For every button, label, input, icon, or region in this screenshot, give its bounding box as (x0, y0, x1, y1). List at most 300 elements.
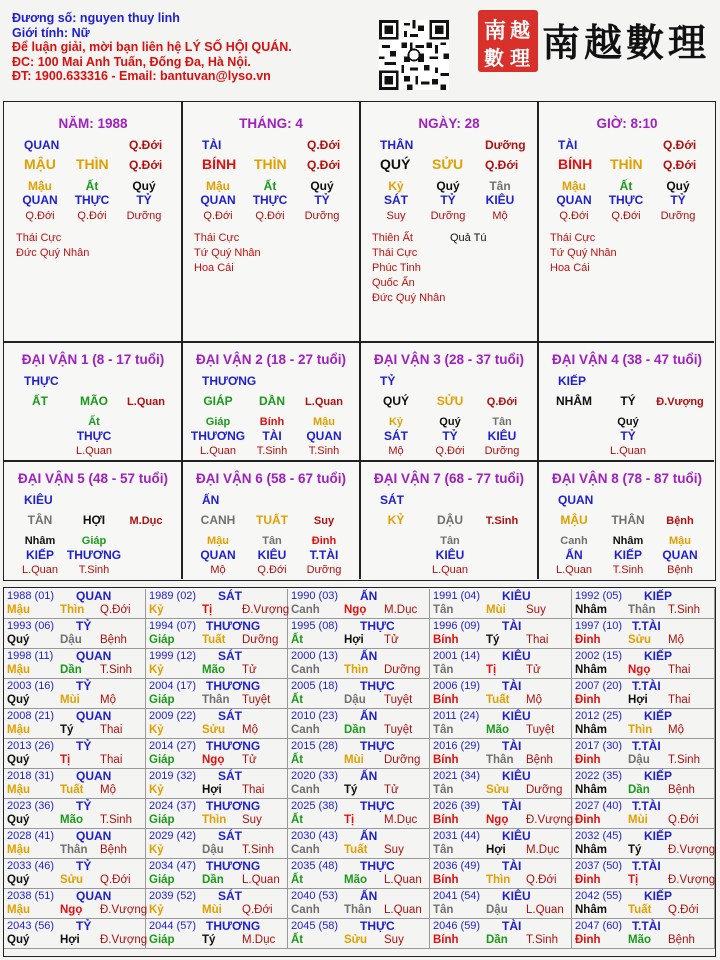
year-chi: Thìn (486, 874, 511, 886)
pillar-top-god: QUAN (24, 138, 60, 152)
year-can: Kỷ (149, 844, 164, 856)
year-chi: Mão (628, 934, 651, 946)
year-chi: Tý (60, 724, 74, 736)
year-label: 1990 (03) (291, 590, 339, 602)
year-stage: Tuyệt (384, 724, 413, 736)
year-can: Mậu (7, 664, 30, 676)
year-stage: L.Quan (242, 874, 280, 886)
year-label: 2016 (29) (433, 740, 481, 752)
year-stage: Q.Đới (668, 814, 699, 826)
year-god: TÀI (502, 739, 522, 753)
year-can: Bính (433, 814, 459, 826)
hidden-stem: Quý (666, 179, 690, 193)
pillar-4 (538, 102, 716, 341)
year-cell (146, 679, 288, 709)
dai-van-title: ĐẠI VẬN 4 (38 - 47 tuổi) (551, 352, 703, 367)
dai-van-stage: M.Dục (129, 515, 163, 527)
hidden-stem: Canh (560, 535, 588, 547)
year-god: QUAN (76, 709, 112, 723)
year-cell (4, 769, 146, 799)
year-can: Mậu (7, 724, 30, 736)
year-cell (430, 799, 572, 829)
year-cell (430, 889, 572, 919)
year-god: ẤN (360, 649, 378, 663)
year-cell (430, 919, 572, 949)
year-label: 2024 (37) (149, 800, 197, 812)
year-chi: Tý (486, 634, 500, 646)
hidden-stage: Q.Đới (203, 210, 233, 222)
year-can: Đinh (575, 934, 601, 946)
year-chi: Tị (628, 874, 639, 886)
logo-text: 南越數理 (542, 20, 711, 65)
hidden-god: QUAN (200, 193, 236, 207)
hidden-stage: Q.Đới (77, 210, 107, 222)
year-stage: Đ.Vượng (668, 874, 716, 886)
year-stage: M.Dục (384, 604, 418, 616)
year-cell (572, 919, 715, 949)
hidden-stem: Tân (262, 535, 282, 547)
dai-van-chi: SỬU (436, 394, 464, 408)
year-stage: Tuyệt (242, 694, 271, 706)
year-stage: Tử (384, 634, 399, 646)
dai-van-can: QUÝ (382, 394, 410, 408)
year-god: ẤN (360, 829, 378, 843)
year-god: THỰC (360, 739, 395, 753)
hidden-stem: Kỷ (388, 416, 404, 428)
year-label: 1997 (10) (575, 620, 623, 632)
year-god: SÁT (218, 649, 242, 663)
pillar-title: NĂM: 1988 (58, 116, 128, 131)
hidden-stage: Q.Đới (559, 210, 589, 222)
year-cell (572, 829, 715, 859)
hidden-stage: Suy (386, 210, 406, 222)
hidden-stem: Nhâm (24, 535, 56, 547)
year-label: 2027 (40) (575, 800, 623, 812)
year-can: Đinh (575, 754, 601, 766)
hidden-god: QUAN (22, 193, 58, 207)
dai-van-stage: T.Sinh (485, 515, 519, 527)
year-chi: Thìn (628, 724, 653, 736)
year-stage: Tử (242, 664, 257, 676)
dai-van-title: ĐẠI VẬN 8 (78 - 87 tuổi) (551, 471, 703, 486)
year-cell (430, 829, 572, 859)
year-can: Canh (291, 784, 320, 796)
year-can: Đinh (575, 694, 601, 706)
hidden-god: SÁT (384, 193, 408, 207)
dai-van-god: KIẾP (558, 374, 587, 388)
year-god: TÀI (502, 919, 522, 933)
year-can: Nhâm (575, 604, 607, 616)
year-chi: Dần (628, 784, 650, 796)
dai-van-chi: TÝ (620, 394, 636, 408)
year-stage: Q.Đới (100, 604, 131, 616)
year-stage: Suy (242, 814, 262, 826)
dai-van-title: ĐẠI VẬN 7 (68 - 77 tuổi) (373, 471, 525, 486)
dai-van-god: SÁT (380, 493, 404, 507)
dai-van-stage: Đ.Vượng (656, 396, 704, 408)
year-god: TỶ (76, 919, 92, 933)
year-chi: Hợi (202, 784, 222, 796)
year-label: 2025 (38) (291, 800, 339, 812)
year-god: THỰC (360, 619, 395, 633)
year-cell (430, 709, 572, 739)
year-chi: Dần (344, 724, 366, 736)
year-chi: Hợi (344, 634, 364, 646)
year-label: 2028 (41) (7, 830, 55, 842)
year-can: Mậu (7, 604, 30, 616)
year-can: Canh (291, 664, 320, 676)
hidden-stem: Quý (132, 179, 156, 193)
year-label: 2006 (19) (433, 680, 481, 692)
year-label: 2037 (50) (575, 860, 623, 872)
year-can: Tân (433, 844, 454, 856)
year-can: Nhâm (575, 784, 607, 796)
year-chi: Thân (344, 904, 372, 916)
year-chi: Tị (202, 604, 213, 616)
year-can: Giáp (149, 754, 175, 766)
year-god: QUAN (76, 889, 112, 903)
pillar-chi-stage: Q.Đới (663, 158, 697, 172)
year-label: 2029 (42) (149, 830, 197, 842)
year-stage: Suy (384, 844, 404, 856)
year-can: Ất (291, 814, 304, 826)
year-can: Ất (291, 634, 304, 646)
hidden-stem: Mậu (207, 535, 229, 547)
year-stage: Q.Đới (526, 874, 557, 886)
year-god: THƯƠNG (206, 799, 261, 813)
year-label: 1991 (04) (433, 590, 481, 602)
year-label: 2001 (14) (433, 650, 481, 662)
year-can: Mậu (7, 844, 30, 856)
year-god: THƯƠNG (206, 919, 261, 933)
dai-van-stage: Suy (313, 515, 335, 527)
hidden-stage: L.Quan (609, 445, 647, 457)
hidden-god: KIÊU (487, 429, 517, 443)
year-stage: Đ.Vượng (668, 844, 716, 856)
year-stage: Đ.Vượng (100, 934, 148, 946)
year-chi: Sửu (486, 784, 510, 796)
year-god: KIÊU (502, 769, 531, 783)
hidden-stem: Tân (440, 535, 460, 547)
year-cell (146, 589, 288, 619)
year-chi: Thân (628, 604, 656, 616)
year-chi: Dần (60, 664, 82, 676)
year-cell (288, 709, 430, 739)
year-label: 2035 (48) (291, 860, 339, 872)
year-cell (288, 859, 430, 889)
year-stage: Mộ (668, 724, 684, 736)
year-cell (572, 619, 715, 649)
dai-van-title: ĐẠI VẬN 5 (48 - 57 tuổi) (17, 471, 169, 486)
pillar-chi: THÌN (76, 156, 109, 172)
pillar-title: GIỜ: 8:10 (596, 116, 658, 131)
year-cell (430, 649, 572, 679)
year-cell (430, 739, 572, 769)
year-can: Tân (433, 904, 454, 916)
year-god: THƯƠNG (206, 859, 261, 873)
hidden-god: TỶ (620, 429, 636, 443)
year-god: ẤN (360, 589, 378, 603)
hidden-god: TỶ (670, 193, 686, 207)
year-cell (146, 829, 288, 859)
hidden-god: KIÊU (435, 548, 465, 562)
year-label: 2005 (18) (291, 680, 339, 692)
year-chi: Mão (344, 874, 367, 886)
year-cell (288, 739, 430, 769)
year-can: Giáp (149, 934, 175, 946)
year-cell (146, 739, 288, 769)
year-god: TỶ (76, 679, 92, 693)
year-stage: Suy (526, 604, 546, 616)
hidden-stage: T.Sinh (308, 445, 340, 457)
dai-van-7 (360, 461, 538, 579)
hidden-stage: Dưỡng (306, 564, 342, 576)
year-god: T.TÀI (632, 919, 661, 933)
year-stage: Tuyệt (526, 724, 555, 736)
year-chi: Hợi (628, 694, 648, 706)
year-can: Tân (433, 604, 454, 616)
year-chi: Thân (60, 844, 88, 856)
year-stage: Tử (242, 754, 257, 766)
hidden-stem: Mậu (28, 179, 52, 193)
hidden-stage: Dưỡng (304, 210, 340, 222)
pillar-chi-stage: Q.Đới (485, 158, 519, 172)
year-stage: L.Quan (384, 874, 422, 886)
year-god: THỰC (360, 859, 395, 873)
year-stage: Tử (384, 784, 399, 796)
year-can: Ất (291, 694, 304, 706)
dai-van-can: GIÁP (203, 394, 233, 408)
year-chi: Mùi (344, 754, 364, 766)
year-god: KIÊU (502, 889, 531, 903)
dai-van-chi: MÃO (80, 394, 108, 408)
year-label: 2040 (53) (291, 890, 339, 902)
hidden-stem: Kỷ (388, 179, 404, 193)
year-god: THỰC (360, 679, 395, 693)
dai-van-god: THƯƠNG (202, 374, 257, 388)
star-item: Đức Quý Nhân (372, 292, 446, 304)
year-chi: Mùi (486, 604, 506, 616)
hidden-stage: Q.Đới (435, 445, 465, 457)
year-god: KIẾP (644, 889, 673, 903)
year-cell (430, 619, 572, 649)
year-label: 2039 (52) (149, 890, 197, 902)
hidden-god: THƯƠNG (66, 548, 122, 562)
dai-van-1 (4, 342, 182, 460)
year-stage: T.Sinh (242, 844, 274, 856)
year-can: Kỷ (149, 904, 164, 916)
star-item: Quốc Ấn (372, 277, 415, 289)
year-stage: T.Sinh (526, 934, 558, 946)
dai-van-stage: Q.Đới (486, 396, 518, 408)
hidden-god: KIÊU (257, 548, 287, 562)
year-cell (146, 859, 288, 889)
annual-luck-table (3, 587, 716, 957)
hidden-stage: Mộ (492, 210, 508, 222)
year-can: Canh (291, 604, 320, 616)
year-label: 2045 (58) (291, 920, 339, 932)
year-label: 2030 (43) (291, 830, 339, 842)
hidden-god: QUAN (306, 429, 342, 443)
person-name: Đương số: nguyen thuy linh (12, 11, 180, 25)
pillar-chi: THÌN (254, 156, 287, 172)
year-cell (430, 769, 572, 799)
year-label: 2047 (60) (575, 920, 623, 932)
year-can: Ất (291, 874, 304, 886)
year-stage: Tuyệt (384, 694, 413, 706)
hidden-god: TỶ (314, 193, 330, 207)
contact-phone-email: ĐT: 1900.633316 - Email: bantuvan@lyso.vn (12, 69, 271, 83)
pillar-top-stage: Q.Đới (307, 138, 341, 152)
hidden-god: TÀI (262, 429, 282, 443)
year-label: 2007 (20) (575, 680, 623, 692)
year-chi: Dậu (628, 754, 650, 766)
dai-van-can: KỶ (387, 513, 405, 527)
year-cell (288, 619, 430, 649)
dai-van-god: ẤN (202, 493, 220, 507)
year-chi: Sửu (60, 874, 84, 886)
year-can: Giáp (149, 634, 175, 646)
year-stage: Q.Đới (668, 904, 699, 916)
hidden-god: QUAN (662, 548, 698, 562)
hidden-god: KIÊU (485, 193, 515, 207)
year-cell (288, 829, 430, 859)
dai-van-4 (538, 342, 716, 460)
year-label: 2022 (35) (575, 770, 623, 782)
hidden-god: THỰC (74, 193, 110, 207)
year-can: Bính (433, 754, 459, 766)
pillar-can: BÍNH (202, 156, 237, 172)
year-cell (4, 799, 146, 829)
year-chi: Dậu (202, 844, 224, 856)
year-stage: Đ.Vượng (100, 904, 148, 916)
hidden-god: SÁT (384, 429, 408, 443)
year-label: 2003 (16) (7, 680, 55, 692)
hidden-stage: Q.Đới (257, 564, 287, 576)
year-label: 2018 (31) (7, 770, 55, 782)
year-stage: Dưỡng (526, 784, 563, 796)
year-can: Mậu (7, 904, 30, 916)
dai-van-title: ĐẠI VẬN 2 (18 - 27 tuổi) (195, 352, 347, 367)
dai-van-title: ĐẠI VẬN 3 (28 - 37 tuổi) (373, 352, 525, 367)
year-can: Kỷ (149, 664, 164, 676)
dai-van-can: TÂN (27, 513, 53, 527)
year-can: Canh (291, 724, 320, 736)
year-chi: Tuất (486, 694, 510, 706)
year-cell (572, 739, 715, 769)
year-can: Bính (433, 874, 459, 886)
pillar-chi: SỬU (432, 156, 464, 172)
year-cell (4, 709, 146, 739)
year-stage: M.Dục (242, 934, 276, 946)
year-label: 2023 (36) (7, 800, 55, 812)
year-god: KIÊU (502, 709, 531, 723)
star-item: Phúc Tinh (372, 262, 421, 274)
hidden-stage: L.Quan (555, 564, 593, 576)
year-chi: Tuất (344, 844, 368, 856)
year-label: 1995 (08) (291, 620, 339, 632)
year-stage: T.Sinh (100, 664, 132, 676)
year-god: SÁT (218, 709, 242, 723)
year-can: Kỷ (149, 784, 164, 796)
hidden-god: KIẾP (613, 548, 643, 562)
year-can: Nhâm (575, 664, 607, 676)
year-stage: Dưỡng (242, 634, 279, 646)
year-cell (146, 619, 288, 649)
year-can: Nhâm (575, 844, 607, 856)
year-can: Kỷ (149, 724, 164, 736)
hidden-stem: Nhâm (612, 535, 644, 547)
year-god: THỰC (360, 799, 395, 813)
logo (478, 8, 710, 76)
year-label: 2000 (13) (291, 650, 339, 662)
year-can: Nhâm (575, 724, 607, 736)
year-god: KIẾP (644, 769, 673, 783)
hidden-stem: Ất (88, 416, 100, 428)
year-god: TỶ (76, 799, 92, 813)
hidden-god: QUAN (200, 548, 236, 562)
year-can: Quý (7, 874, 30, 886)
hidden-stem: Tân (492, 416, 512, 428)
year-god: TỶ (76, 619, 92, 633)
year-stage: Thai (100, 724, 123, 736)
year-stage: T.Sinh (100, 814, 132, 826)
year-god: THƯƠNG (206, 619, 261, 633)
year-god: QUAN (76, 769, 112, 783)
year-can: Kỷ (149, 604, 164, 616)
year-stage: Thai (668, 664, 691, 676)
year-god: QUAN (76, 589, 112, 603)
year-god: THỰC (360, 919, 395, 933)
hidden-stage: T.Sinh (78, 564, 110, 576)
star-item: Thái Cực (372, 247, 418, 259)
year-label: 2017 (30) (575, 740, 623, 752)
year-label: 2026 (39) (433, 800, 481, 812)
year-chi: Mão (486, 724, 509, 736)
dai-van-8 (538, 461, 716, 579)
year-cell (288, 679, 430, 709)
year-label: 2021 (34) (433, 770, 481, 782)
pillar-title: NGÀY: 28 (418, 116, 480, 131)
year-chi: Tý (344, 784, 358, 796)
year-chi: Tý (628, 844, 642, 856)
year-label: 2011 (24) (433, 710, 480, 722)
pillar-chi: THÌN (610, 156, 643, 172)
hidden-stem: Mậu (562, 179, 586, 193)
year-god: SÁT (218, 589, 242, 603)
hidden-stem: Mậu (206, 179, 230, 193)
dai-van-chi: HỢI (82, 513, 106, 527)
dai-van-can: NHÂM (556, 394, 592, 408)
year-can: Quý (7, 814, 30, 826)
year-chi: Thìn (60, 604, 85, 616)
year-label: 2041 (54) (433, 890, 481, 902)
year-chi: Tị (344, 814, 355, 826)
year-god: THƯƠNG (206, 679, 261, 693)
year-cell (572, 649, 715, 679)
year-chi: Dậu (344, 694, 366, 706)
year-cell (146, 889, 288, 919)
year-cell (4, 739, 146, 769)
hidden-god: THỰC (76, 429, 112, 443)
year-stage: Đ.Vượng (242, 604, 290, 616)
year-can: Tân (433, 664, 454, 676)
pillar-top-stage: Dưỡng (485, 138, 526, 152)
dai-van-chi: THÂN (611, 513, 645, 527)
pillar-3 (360, 102, 538, 341)
year-god: ẤN (360, 889, 378, 903)
year-chi: Tị (60, 754, 71, 766)
